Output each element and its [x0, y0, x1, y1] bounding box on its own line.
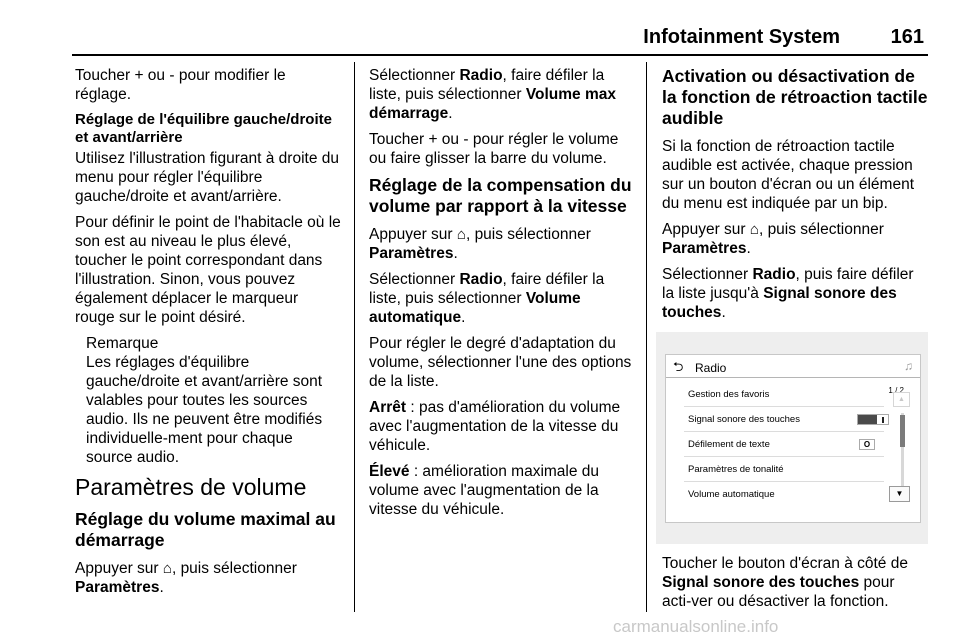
- column-divider-2: [646, 62, 647, 612]
- note-text: Les réglages d'équilibre gauche/droite et avant/arrière sont valables pour toutes les sources audio. Ils ne peuvent être modifiés individuelle-ment pour chaque source audio.: [86, 354, 323, 466]
- menu-separator: [684, 481, 884, 482]
- paragraph: [75, 559, 341, 597]
- bold-text: Volume max démarrage: [369, 86, 616, 122]
- option-indicator: O: [859, 439, 875, 450]
- screen-title: Radio: [695, 361, 727, 375]
- paragraph: Toucher + ou - pour régler le volume ou faire glisser la barre du volume.: [369, 131, 619, 167]
- bold-text: Paramètres: [369, 245, 454, 262]
- text: , faire défiler la liste, puis sélectionner: [369, 67, 605, 103]
- toggle-switch-icon: [857, 414, 889, 425]
- paragraph: [662, 265, 928, 322]
- text: Sélectionner: [369, 67, 460, 84]
- text: Sélectionner: [662, 266, 753, 283]
- text: , puis sélectionner: [758, 221, 884, 238]
- header-rule: [72, 54, 928, 56]
- menu-item: Volume automatique: [688, 489, 775, 500]
- bold-text: Radio: [459, 67, 503, 84]
- back-arrow-icon: ⮌: [673, 359, 684, 374]
- bold-text: Signal sonore des touches: [662, 574, 860, 591]
- paragraph: [369, 398, 632, 455]
- note-box: [86, 334, 341, 467]
- screen-frame: [665, 354, 921, 523]
- scroll-up-icon: ▲: [893, 392, 910, 407]
- scroll-down-icon: ▼: [889, 486, 910, 502]
- menu-item: Paramètres de tonalité: [688, 464, 784, 475]
- heading-speed-compensation: Réglage de la compensation du volume par rapport à la vitesse: [369, 175, 632, 216]
- bold-text: Volume automatique: [369, 290, 581, 326]
- text: Toucher le bouton d'écran à côté de: [662, 555, 908, 572]
- text: : pas d'amélioration du volume avec l'augmentation de la vitesse du véhicule.: [369, 399, 621, 454]
- text: Appuyer sur: [369, 226, 457, 243]
- text: Sélectionner: [369, 271, 460, 288]
- radio-settings-screenshot: [656, 332, 928, 544]
- paragraph: [369, 225, 632, 263]
- home-icon: ⌂: [749, 221, 759, 238]
- column-divider-1: [354, 62, 355, 612]
- home-icon: ⌂: [162, 560, 172, 577]
- paragraph: Utilisez l'illustration figurant à droite du menu pour régler l'équilibre gauche/droite et avant/arrière.: [75, 150, 339, 205]
- menu-item: Défilement de texte: [688, 439, 770, 450]
- paragraph: [662, 554, 928, 611]
- bold-text: Paramètres: [662, 240, 747, 257]
- watermark: carmanualsonline.info: [613, 617, 779, 636]
- header-title: Infotainment System: [643, 26, 840, 48]
- heading-balance: Réglage de l'équilibre gauche/droite et avant/arrière: [75, 111, 332, 146]
- column-2: [369, 66, 632, 526]
- text: .: [453, 245, 458, 262]
- text: .: [448, 105, 453, 122]
- scrollbar-track: [901, 413, 904, 497]
- bold-text: Radio: [752, 266, 796, 283]
- note-title: Remarque: [86, 335, 159, 352]
- bold-text: Radio: [459, 271, 503, 288]
- text: .: [746, 240, 751, 257]
- column-3: [662, 66, 928, 618]
- bold-text: Paramètres: [75, 579, 160, 596]
- page-indicator: 1 / 2: [888, 386, 904, 395]
- text: .: [721, 304, 726, 321]
- music-note-icon: ♫: [904, 359, 913, 373]
- bold-text: Arrêt: [369, 399, 407, 416]
- menu-separator: [684, 456, 884, 457]
- text: .: [461, 309, 466, 326]
- paragraph: [369, 66, 632, 123]
- page-number: 161: [890, 26, 924, 48]
- paragraph: [369, 462, 632, 519]
- heading-touch-feedback: Activation ou désactivation de la fonction de rétroaction tactile audible: [662, 66, 928, 128]
- screen-title-bar: [666, 355, 920, 378]
- scrollbar-thumb: [900, 415, 905, 447]
- menu-item: Signal sonore des touches: [688, 414, 800, 425]
- text: .: [159, 579, 164, 596]
- paragraph: [662, 220, 928, 258]
- menu-item: Gestion des favoris: [688, 389, 770, 400]
- home-icon: ⌂: [456, 226, 466, 243]
- heading-volume-settings: Paramètres de volume: [75, 474, 307, 500]
- paragraph: Si la fonction de rétroaction tactile audible est activée, chaque pression sur un bouton d'écran ou un élément du menu est indiquée par un bip.: [662, 138, 914, 212]
- text: : amélioration maximale du volume avec l'augmentation de la vitesse du véhicule.: [369, 463, 600, 518]
- text: , faire défiler la liste, puis sélectionner: [369, 271, 605, 307]
- heading-max-volume: Réglage du volume maximal au démarrage: [75, 509, 336, 550]
- text: , puis sélectionner: [465, 226, 591, 243]
- menu-separator: [684, 406, 884, 407]
- paragraph: Pour régler le degré d'adaptation du volume, sélectionner l'une des options de la liste.: [369, 335, 632, 390]
- column-1: [75, 66, 341, 604]
- text: Appuyer sur: [662, 221, 750, 238]
- paragraph: [369, 270, 632, 327]
- menu-separator: [684, 431, 884, 432]
- text: pour acti-ver ou désactiver la fonction.: [662, 574, 895, 610]
- paragraph: Pour définir le point de l'habitacle où le son est au niveau le plus élevé, toucher le point correspondant dans l'illustration. Sinon, vous pouvez également déplacer le marqueur rouge sur le point désiré.: [75, 214, 341, 326]
- paragraph: Toucher + ou - pour modifier le réglage.: [75, 67, 286, 103]
- page-header: [72, 22, 928, 56]
- text: Appuyer sur: [75, 560, 163, 577]
- bold-text: Élevé: [369, 463, 410, 480]
- bold-text: Signal sonore des touches: [662, 285, 897, 321]
- text: , puis sélectionner: [171, 560, 297, 577]
- text: , puis faire défiler la liste jusqu'à: [662, 266, 914, 302]
